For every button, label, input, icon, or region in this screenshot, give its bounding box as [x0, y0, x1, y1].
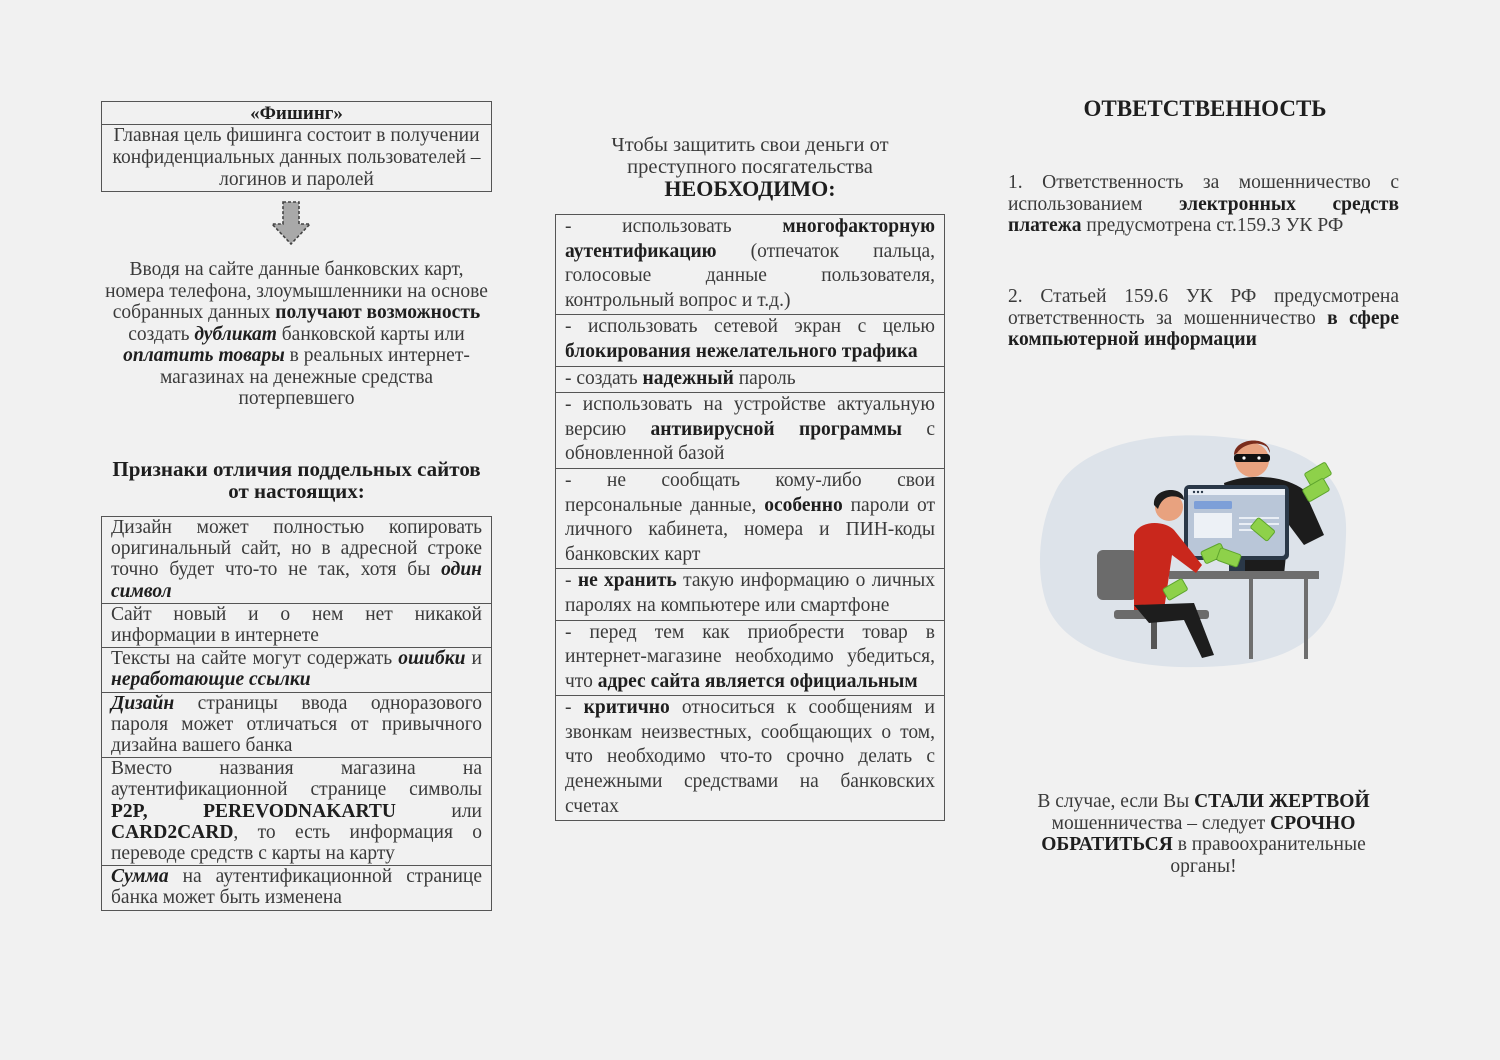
emphasis-segment: ошибки [398, 648, 466, 670]
text-segment: Сайт новый и о нем нет никакой информации в интернете [111, 603, 482, 647]
text-segment: такую информацию о личных паролях на компьютере или смартфоне [565, 570, 935, 616]
text-segment: - не сообщать кому-либо свои персональные данные, [565, 469, 935, 516]
text-segment: - использовать [565, 216, 783, 237]
text-segment: в реальных интернет-магазинах на денежные средства потерпевшего [159, 345, 470, 409]
emphasis-segment: надежный [642, 367, 734, 389]
emphasis-segment: критично [583, 697, 670, 719]
emphasis-segment: многофакторную аутентификацию [565, 216, 935, 262]
text-segment: - [565, 697, 584, 719]
fake-site-signs-heading: Признаки отличия поддельных сайтов от настоящих: [112, 457, 481, 503]
emphasis-segment: Сумма [111, 866, 169, 888]
text-segment: В случае, если Вы [1037, 791, 1195, 812]
measure-row [556, 695, 944, 820]
measure-row [556, 568, 944, 619]
text-segment: мошенничества – следует [1051, 812, 1271, 834]
text-segment: пароли от личного кабинета, номера и ПИН-коды банковских карт [565, 494, 936, 565]
emphasis-segment: особенно [764, 494, 843, 516]
emphasis-segment: неработающие ссылки [111, 669, 311, 691]
measure-row [556, 392, 944, 468]
text-segment: , то есть информация о переводе средств с карты на карту [111, 821, 482, 865]
text-segment: предусмотрена ст.159.3 УК РФ [1081, 215, 1344, 236]
chair-back [1097, 550, 1137, 600]
emphasis-segment: Дизайн [111, 692, 175, 714]
text-segment: 1. Ответственность за мошенничество с использованием [1008, 172, 1399, 215]
emphasis-segment: антивирусной программы [650, 418, 903, 440]
fraudster-mask [1234, 454, 1270, 462]
fraud-illustration-icon [1034, 425, 1354, 670]
text-segment: - использовать сетевой экран с целью [565, 316, 935, 338]
emphasis-segment: СРОЧНО ОБРАТИТЬСЯ [1041, 812, 1356, 855]
text-segment: Дизайн может полностью копировать оригинальный сайт, но в адресной строке точно будет что-то не так, хотя бы [111, 517, 482, 581]
responsibility-heading: ОТВЕТСТВЕННОСТЬ [1083, 96, 1327, 121]
victim-advice [1008, 791, 1399, 877]
desk [1169, 571, 1319, 579]
emphasis-segment: дубликат [194, 323, 277, 345]
sign-row [102, 865, 491, 909]
phishing-definition: Главная цель фишинга состоит в получении конфиденциальных данных пользователей – логинов и паролей [112, 125, 481, 190]
sign-row [102, 517, 491, 603]
measure-row [556, 620, 944, 696]
text-segment: страницы ввода одноразового пароля может отличаться от привычного дизайна вашего банка [111, 692, 482, 757]
text-segment: относиться к сообщениям и звонкам неизвестных, сообщающих о том, что необходимо что-то срочно делать с денежными средствами на банковских счетах [565, 697, 935, 817]
text-segment: (отпечаток пальца, голосовые данные пользователя, контрольный вопрос и т.д.) [565, 240, 935, 311]
responsibility-item [1008, 172, 1399, 237]
text-segment: - [565, 570, 578, 592]
emphasis-segment: один символ [111, 559, 482, 602]
text-segment: в правоохранительные органы! [1170, 834, 1366, 877]
sign-row [102, 692, 491, 758]
emphasis-segment: адрес сайта является официальным [597, 670, 918, 692]
text-segment: Тексты на сайте могут содержать [111, 648, 399, 670]
measure-row [556, 215, 944, 314]
text-segment: или [395, 800, 482, 822]
text-segment: пароль [733, 367, 796, 389]
protection-intro-text: Чтобы защитить свои деньги от преступного посягательства [611, 134, 889, 178]
text-segment: и [465, 648, 482, 670]
phishing-title: «Фишинг» [102, 102, 491, 125]
emphasis-segment: CARD2CARD [111, 821, 234, 843]
emphasis-segment: получают возможность [275, 302, 481, 323]
text-segment: с обновленной базой [565, 418, 935, 465]
measure-row [556, 366, 944, 393]
text-segment: - использовать на устройстве актуальную версию [565, 394, 935, 440]
sign-row [102, 757, 491, 865]
fake-site-signs-table [101, 516, 492, 911]
sign-row [102, 603, 491, 647]
measure-row [556, 468, 944, 568]
phishing-definition-box [101, 101, 492, 192]
emphasis-segment: в сфере компьютерной информации [1008, 307, 1400, 350]
text-segment: банковской карты или [276, 323, 465, 345]
protection-measures-table [555, 214, 945, 821]
text-segment: Вместо названия магазина на аутентификационной странице символы [111, 758, 482, 801]
text-segment: на аутентификационной странице банка может быть изменена [111, 866, 482, 909]
responsibility-item [1008, 286, 1399, 351]
phishing-scheme-description [100, 259, 493, 410]
emphasis-segment: P2P, PEREVODNAKARTU [111, 800, 396, 822]
text-segment: - создать [565, 367, 643, 389]
emphasis-segment: оплатить товары [123, 345, 285, 366]
emphasis-segment: блокирования нежелательного трафика [565, 340, 918, 362]
down-arrow-icon [270, 200, 312, 246]
protection-intro [555, 135, 945, 200]
emphasis-segment: электронных средств платежа [1008, 193, 1399, 236]
emphasis-segment: не хранить [577, 570, 677, 592]
measure-row [556, 314, 944, 365]
emphasis-segment: СТАЛИ ЖЕРТВОЙ [1194, 791, 1370, 812]
text-segment: 2. Статьей 159.6 УК РФ предусмотрена ответственность за мошенничество [1008, 286, 1399, 329]
sign-row [102, 647, 491, 691]
text-segment: создать [128, 323, 195, 345]
protection-intro-emphasis: НЕОБХОДИМО: [664, 176, 836, 201]
text-segment: - перед тем как приобрести товар в интернет-магазине необходимо убедиться, что [565, 621, 935, 692]
text-segment: Вводя на сайте данные банковских карт, номера телефона, злоумышленники на основе собранных данных [105, 259, 488, 323]
